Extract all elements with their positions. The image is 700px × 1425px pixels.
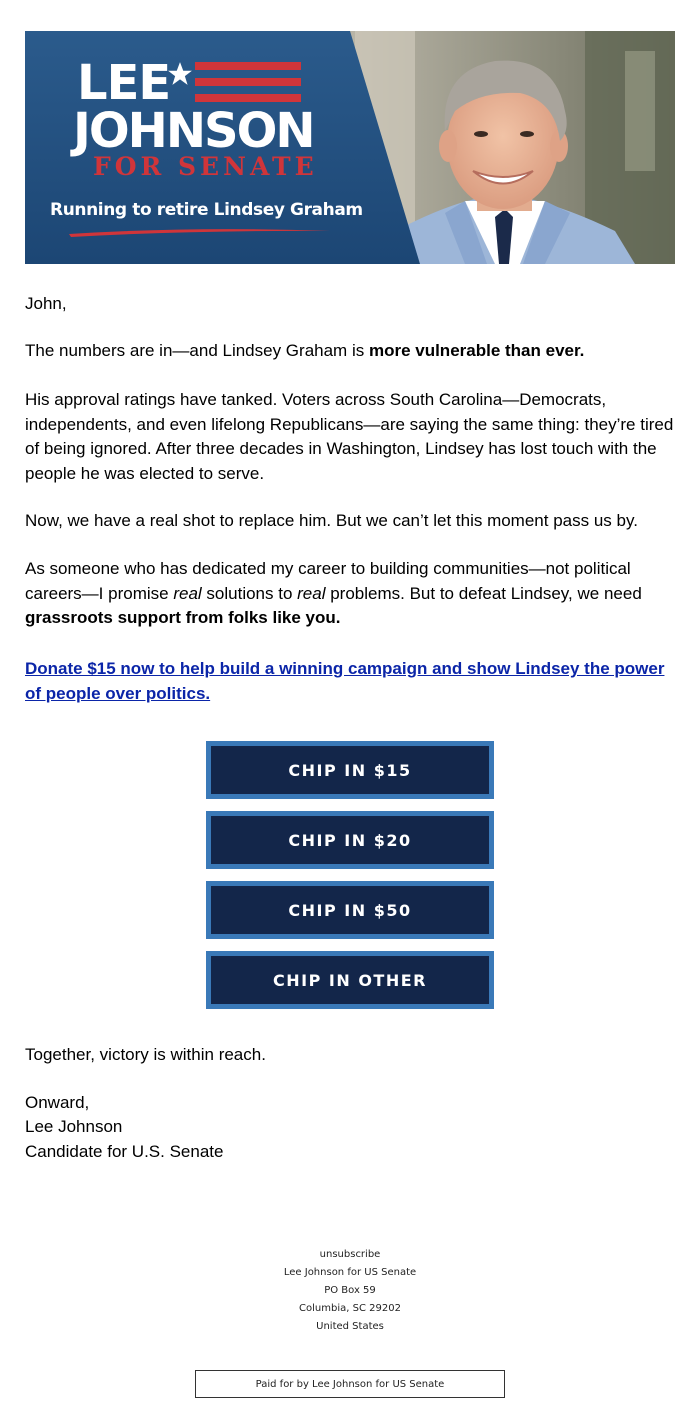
flag-stripes-icon	[195, 62, 301, 104]
paragraph-2: His approval ratings have tanked. Voters across South Carolina—Democrats, independents, and even lifelong Republicans—are saying the same thing: they’re tired of being ignored. After three decades in Washington, Lindsey has lost touch with the people he was elected to serve.	[25, 390, 674, 483]
paragraph-4-italic2: real	[297, 583, 326, 603]
banner-tagline: Running to retire Lindsey Graham	[50, 200, 363, 220]
chip-in-50-button[interactable]: CHIP IN $50	[206, 881, 494, 939]
paragraph-4-part2: solutions to	[201, 583, 298, 603]
closing-line: Together, victory is within reach.	[25, 1045, 266, 1064]
paragraph-1-bold: more vulnerable than ever.	[368, 341, 585, 360]
swoosh-underline-icon	[67, 224, 332, 238]
logo-lee-text: LEE	[77, 55, 171, 111]
signature-title: Candidate for U.S. Senate	[25, 1142, 224, 1161]
paragraph-4-part3: problems. But to defeat Lindsey, we need	[325, 583, 642, 603]
signoff: Onward,	[25, 1093, 90, 1112]
paragraph-4	[25, 557, 680, 631]
paragraph-3: Now, we have a real shot to replace him. But we can’t let this moment pass us by.	[25, 511, 638, 530]
donate-link[interactable]: Donate $15 now to help build a winning campaign and show Lindsey the power of people over politics.	[25, 659, 665, 703]
chip-in-other-button[interactable]: CHIP IN OTHER	[206, 951, 494, 1009]
unsubscribe-link[interactable]: unsubscribe	[319, 1249, 381, 1260]
chip-in-20-button[interactable]: CHIP IN $20	[206, 811, 494, 869]
footer	[0, 1246, 700, 1336]
paragraph-1-text: The numbers are in—and Lindsey Graham is	[25, 341, 369, 360]
header-banner	[25, 31, 675, 264]
star-icon	[167, 61, 193, 87]
footer-po-box: PO Box 59	[324, 1285, 376, 1296]
logo-for-senate-text: FOR SENATE	[93, 152, 318, 181]
footer-city: Columbia, SC 29202	[299, 1303, 401, 1314]
paragraph-1	[25, 339, 680, 364]
footer-country: United States	[316, 1321, 384, 1332]
chip-in-15-button[interactable]: CHIP IN $15	[206, 741, 494, 799]
paragraph-4-part1: As someone who has dedicated my career to building communities—not political careers—I promise	[25, 559, 631, 603]
greeting: John,	[25, 294, 67, 313]
paragraph-4-bold: grassroots support from folks like you.	[25, 608, 341, 627]
logo-johnson-text: JOHNSON	[73, 103, 314, 159]
paragraph-4-italic1: real	[173, 583, 202, 603]
paid-for-disclaimer: Paid for by Lee Johnson for US Senate	[195, 1370, 505, 1398]
footer-org: Lee Johnson for US Senate	[283, 1267, 417, 1278]
signature-name: Lee Johnson	[25, 1117, 123, 1136]
